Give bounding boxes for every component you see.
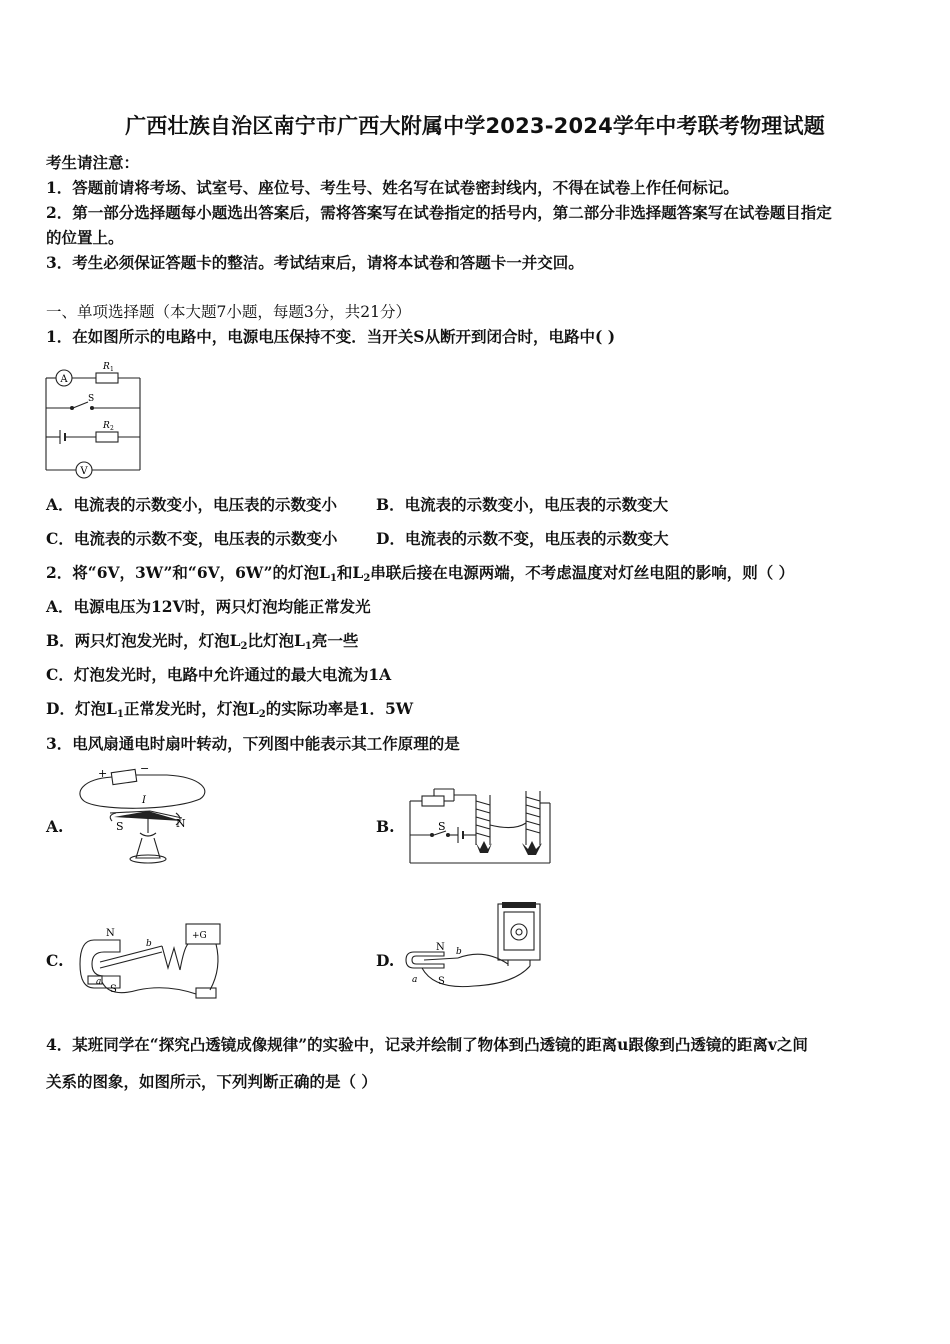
fig-c-b: b xyxy=(146,939,152,949)
r2-label: R xyxy=(103,421,110,431)
q2-b-2: 比灯泡L xyxy=(247,631,305,650)
switch-label: S xyxy=(88,394,95,404)
fig-a-n: N xyxy=(176,817,186,830)
q3-option-d-label: D. xyxy=(376,951,395,970)
q1-option-a: A．电流表的示数变小，电压表的示数变小 xyxy=(46,495,338,514)
q2-d-2: 正常发光时，灯泡L xyxy=(123,699,259,718)
q2-d-1: D．灯泡L xyxy=(46,699,117,718)
q3-figure-b xyxy=(404,783,556,867)
fig-c-a: a xyxy=(96,977,102,987)
fig-d-a: a xyxy=(412,975,418,985)
q3-option-a-label: A. xyxy=(46,817,64,836)
q2-stem xyxy=(46,562,794,590)
q4-line-2: 关系的图象，如图所示，下列判断正确的是（ ） xyxy=(46,1072,377,1091)
q2-b-sub2: 1 xyxy=(304,641,312,652)
r2-sub: 2 xyxy=(110,425,114,432)
fig-d-n: N xyxy=(436,942,445,953)
notice-heading: 考生请注意： xyxy=(46,153,140,172)
q1-option-d: D．电流表的示数不变，电压表的示数变大 xyxy=(376,529,669,548)
q3-option-b-label: B. xyxy=(376,817,395,836)
r1-label: R xyxy=(103,362,110,372)
voltmeter-label: V xyxy=(80,466,88,477)
fig-a-plus: + xyxy=(98,767,108,780)
notice-item-3: 3．考生必须保证答题卡的整洁。考试结束后，请将本试卷和答题卡一并交回。 xyxy=(46,253,584,272)
q3-option-c-label: C. xyxy=(46,951,64,970)
notice-item-2-cont: 的位置上。 xyxy=(46,228,124,247)
q2-b-sub1: 2 xyxy=(240,641,248,652)
q2-option-d xyxy=(46,698,413,726)
q2-option-a: A．电源电压为12V时，两只灯泡均能正常发光 xyxy=(46,597,371,616)
q2-stem-sub1: 1 xyxy=(329,573,337,584)
q2-stem-sub2: 2 xyxy=(363,573,371,584)
q1-option-b: B．电流表的示数变小，电压表的示数变大 xyxy=(376,495,669,514)
q2-stem-a: 2．将“6V，3W”和“6V，6W”的灯泡L xyxy=(46,563,330,582)
q4-line-1: 4．某班同学在“探究凸透镜成像规律”的实验中，记录并绘制了物体到凸透镜的距离u跟像到凸透镜的距离v之间 xyxy=(46,1035,808,1054)
q2-d-sub1: 1 xyxy=(116,709,124,720)
q3-figure-c xyxy=(76,918,226,1004)
page-title: 广西壮族自治区南宁市广西大附属中学2023-2024学年中考联考物理试题 xyxy=(125,114,825,138)
fig-b-s: S xyxy=(438,820,446,833)
fig-c-meter: +G xyxy=(192,931,207,941)
notice-item-2: 2．第一部分选择题每小题选出答案后，需将答案写在试卷指定的括号内，第二部分非选择题答案写在试卷题目指定 xyxy=(46,203,832,222)
q2-stem-b: 和L xyxy=(336,563,364,582)
fig-d-b: b xyxy=(456,947,462,957)
q1-stem: 1．在如图所示的电路中，电源电压保持不变．当开关S从断开到闭合时，电路中( ) xyxy=(46,327,616,346)
q3-stem: 3．电风扇通电时扇叶转动，下列图中能表示其工作原理的是 xyxy=(46,734,460,753)
q2-b-3: 亮一些 xyxy=(311,631,359,650)
fig-c-n: N xyxy=(106,928,115,939)
section-heading: 一、单项选择题（本大题7小题，每题3分，共21分） xyxy=(46,303,411,321)
ammeter-label: A xyxy=(60,374,68,385)
fig-a-minus: − xyxy=(140,763,150,775)
q2-d-3: 的实际功率是1．5W xyxy=(265,699,414,718)
fig-c-s: S xyxy=(110,984,117,995)
q2-d-sub2: 2 xyxy=(258,709,266,720)
q2-option-b xyxy=(46,630,358,658)
q2-b-1: B．两只灯泡发光时，灯泡L xyxy=(46,631,241,650)
r1-sub: 1 xyxy=(110,366,114,373)
q1-option-c: C．电流表的示数不变，电压表的示数变小 xyxy=(46,529,338,548)
fig-a-current: I xyxy=(142,795,146,806)
fig-d-s: S xyxy=(438,976,445,987)
notice-item-1: 1．答题前请将考场、试室号、座位号、考生号、姓名写在试卷密封线内，不得在试卷上作任何标记。 xyxy=(46,178,739,197)
q2-stem-c: 串联后接在电源两端，不考虑温度对灯丝电阻的影响，则（ ） xyxy=(370,563,795,582)
q3-figure-d xyxy=(404,900,549,1000)
fig-a-s: S xyxy=(116,820,124,833)
q3-figure-a xyxy=(72,763,212,868)
q2-option-c: C．灯泡发光时，电路中允许通过的最大电流为1A xyxy=(46,665,392,684)
q1-circuit-figure xyxy=(40,358,150,480)
